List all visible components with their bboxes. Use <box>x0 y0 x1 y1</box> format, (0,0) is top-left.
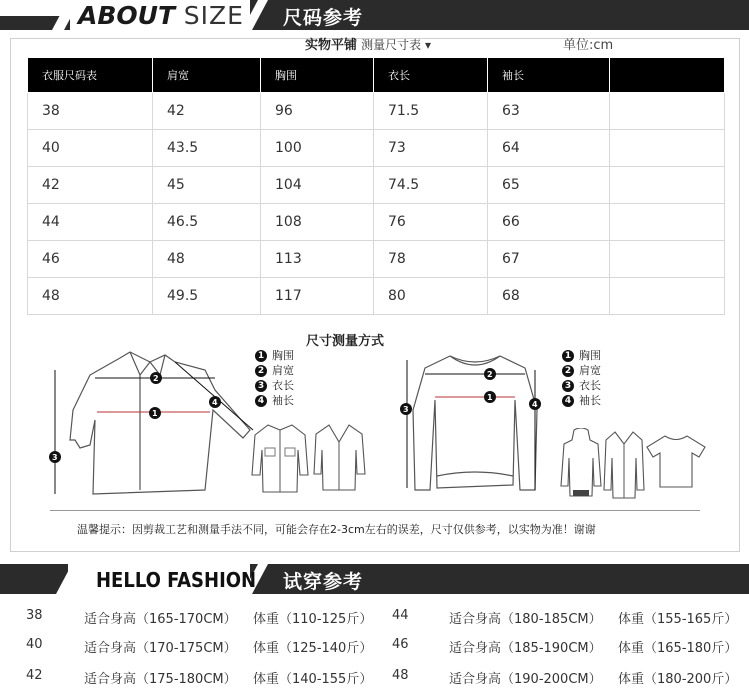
table-cell <box>610 278 725 315</box>
col-header: 袖长 <box>488 58 610 93</box>
disclaimer-note: 温馨提示：因剪裁工艺和测量手法不同，可能会存在2-3cm左右的误差，尺寸仅供参考，以实物为准！谢谢 <box>77 523 596 536</box>
table-cell <box>610 204 725 241</box>
fit-size: 44 <box>392 608 409 623</box>
fit-height: 适合身高（170-175CM） <box>84 641 237 656</box>
fit-weight: 体重（180-200斤） <box>618 672 738 687</box>
table-row <box>28 241 725 278</box>
col-header: 衣长 <box>374 58 488 93</box>
svg-text:4: 4 <box>212 398 218 407</box>
svg-text:3: 3 <box>52 453 58 462</box>
tshirt-icon <box>645 433 707 489</box>
fit-height: 适合身高（190-200CM） <box>449 672 602 687</box>
table-row <box>28 278 725 315</box>
list-item <box>0 637 749 667</box>
table-cell: 49.5 <box>153 278 261 315</box>
legend-left <box>255 348 294 408</box>
fit-size: 42 <box>26 668 43 683</box>
hello-fashion-logo: HELLO FASHION <box>96 568 257 592</box>
table-title: 实物平铺 测量尺寸表 ▾ <box>305 38 431 53</box>
legend-item: 3 衣长 <box>255 378 294 393</box>
fit-size: 40 <box>26 637 43 652</box>
table-cell: 45 <box>153 167 261 204</box>
svg-text:2: 2 <box>153 374 159 383</box>
cardigan-icon <box>603 430 645 500</box>
table-cell: 73 <box>374 130 488 167</box>
col-header: 胸围 <box>261 58 374 93</box>
fit-size: 38 <box>26 608 43 623</box>
fit-size: 48 <box>392 668 409 683</box>
table-cell <box>610 130 725 167</box>
size-table <box>27 57 725 315</box>
svg-text:1: 1 <box>487 393 493 402</box>
table-cell: 67 <box>488 241 610 278</box>
table-cell: 117 <box>261 278 374 315</box>
shirt-diagram <box>45 350 255 500</box>
size-banner <box>0 0 749 30</box>
measure-title: 尺寸测量方式 <box>306 334 385 349</box>
table-cell: 42 <box>28 167 153 204</box>
table-cell: 100 <box>261 130 374 167</box>
table-header-row <box>28 58 725 93</box>
fit-weight: 体重（140-155斤） <box>253 672 373 687</box>
jacket-icon <box>250 420 310 495</box>
fit-height: 适合身高（185-190CM） <box>449 641 602 656</box>
list-item <box>0 608 749 638</box>
table-cell: 44 <box>28 204 153 241</box>
table-cell: 38 <box>28 93 153 130</box>
legend-item: 2 肩宽 <box>255 363 294 378</box>
fit-weight: 体重（110-125斤） <box>253 612 373 627</box>
table-cell: 48 <box>153 241 261 278</box>
legend-item: 4 袖长 <box>562 393 601 408</box>
divider <box>50 510 700 511</box>
table-cell <box>610 93 725 130</box>
table-cell: 43.5 <box>153 130 261 167</box>
col-header: 肩宽 <box>153 58 261 93</box>
list-item <box>0 668 749 698</box>
table-cell: 65 <box>488 167 610 204</box>
table-cell: 48 <box>28 278 153 315</box>
fit-banner <box>0 564 749 594</box>
col-header <box>610 58 725 93</box>
table-cell: 71.5 <box>374 93 488 130</box>
fit-banner-title: 试穿参考 <box>283 571 364 593</box>
table-cell: 74.5 <box>374 167 488 204</box>
table-cell <box>610 167 725 204</box>
table-row <box>28 167 725 204</box>
table-row <box>28 130 725 167</box>
table-cell: 96 <box>261 93 374 130</box>
fit-weight: 体重（165-180斤） <box>618 641 738 656</box>
fit-weight: 体重（155-165斤） <box>618 612 738 627</box>
table-cell: 46 <box>28 241 153 278</box>
table-cell: 46.5 <box>153 204 261 241</box>
table-cell: 42 <box>153 93 261 130</box>
table-cell: 80 <box>374 278 488 315</box>
legend-item: 1 胸围 <box>562 348 601 363</box>
table-cell: 66 <box>488 204 610 241</box>
col-header: 衣服尺码表 <box>28 58 153 93</box>
svg-text:3: 3 <box>403 405 409 414</box>
table-row <box>28 204 725 241</box>
legend-item: 2 肩宽 <box>562 363 601 378</box>
hoodie-icon <box>560 428 602 498</box>
table-cell <box>610 241 725 278</box>
about-size-logo: ABOUT SIZE <box>78 1 244 30</box>
unit-label: 单位:cm <box>563 38 614 53</box>
legend-item: 1 胸围 <box>255 348 294 363</box>
table-cell: 104 <box>261 167 374 204</box>
table-cell: 76 <box>374 204 488 241</box>
svg-text:1: 1 <box>152 409 158 418</box>
table-cell: 68 <box>488 278 610 315</box>
table-row <box>28 93 725 130</box>
blazer-icon <box>312 422 367 494</box>
table-cell: 40 <box>28 130 153 167</box>
table-cell: 113 <box>261 241 374 278</box>
sweater-diagram <box>395 350 555 500</box>
table-cell: 108 <box>261 204 374 241</box>
legend-item: 3 衣长 <box>562 378 601 393</box>
fit-height: 适合身高（175-180CM） <box>84 672 237 687</box>
fit-height: 适合身高（165-170CM） <box>84 612 237 627</box>
legend-right <box>562 348 601 408</box>
table-cell: 78 <box>374 241 488 278</box>
fit-weight: 体重（125-140斤） <box>253 641 373 656</box>
svg-text:4: 4 <box>532 400 538 409</box>
size-banner-title: 尺码参考 <box>283 7 364 29</box>
fit-size: 46 <box>392 637 409 652</box>
svg-text:2: 2 <box>487 370 493 379</box>
table-cell: 63 <box>488 93 610 130</box>
fit-height: 适合身高（180-185CM） <box>449 612 602 627</box>
table-cell: 64 <box>488 130 610 167</box>
legend-item: 4 袖长 <box>255 393 294 408</box>
